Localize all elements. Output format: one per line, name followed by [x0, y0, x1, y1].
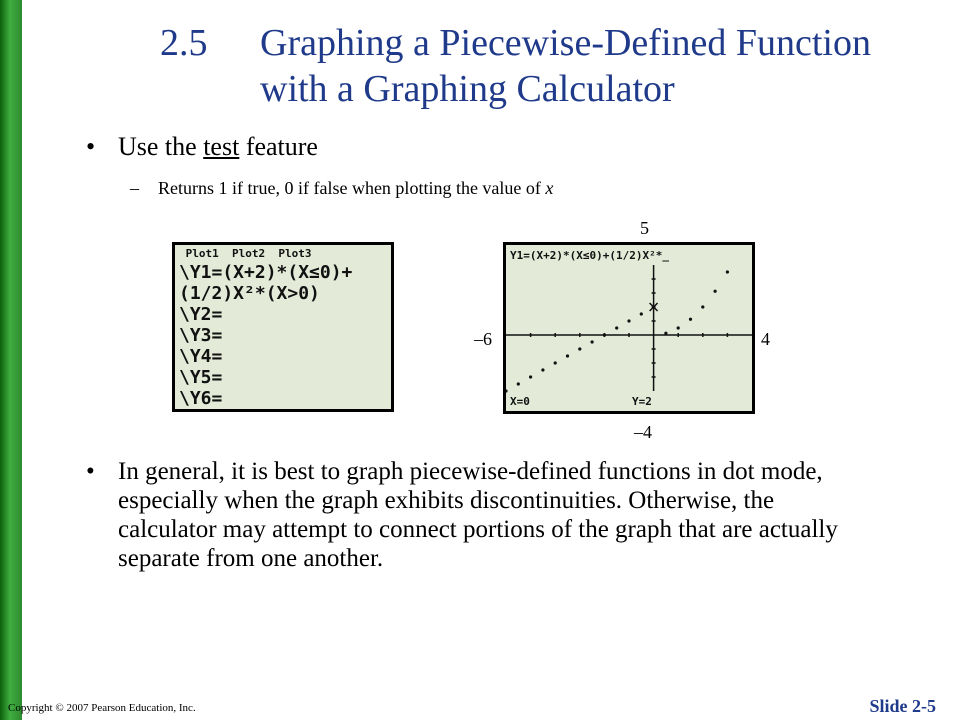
- sub-var-x: x: [545, 178, 554, 198]
- plot-header: Plot1 Plot2 Plot3: [179, 247, 312, 260]
- sub-text: [158, 178, 553, 199]
- bullet-dot: •: [86, 458, 95, 485]
- data-point: [640, 312, 643, 315]
- data-point: [506, 389, 508, 392]
- test-keyword: test: [203, 132, 240, 161]
- sub-dash: –: [130, 178, 139, 198]
- slide-number: Slide 2-5: [869, 696, 936, 716]
- data-point: [529, 375, 532, 378]
- data-point: [689, 318, 692, 321]
- data-point: [603, 333, 606, 336]
- axis-xmax-label: 4: [761, 329, 770, 349]
- data-point: [726, 270, 729, 273]
- y-editor-line: \Y5=: [179, 367, 223, 388]
- calculator-y-editor-screen: [172, 242, 394, 412]
- bullet-text-after: feature: [239, 132, 318, 161]
- bullet-dot: •: [86, 132, 96, 161]
- data-point: [714, 290, 717, 293]
- data-point: [627, 319, 630, 322]
- axis-ymin-label: –4: [634, 422, 652, 442]
- data-point: [591, 340, 594, 343]
- bullet-text: [118, 132, 318, 162]
- graph-plot: [506, 245, 752, 411]
- y-editor-line: \Y6=: [179, 388, 223, 409]
- data-point: [701, 305, 704, 308]
- graph-top-text: Y1=(X+2)*(X≤0)+(1/2)X²*_: [510, 249, 669, 262]
- data-point: [664, 332, 667, 335]
- section-number: 2.5: [160, 22, 208, 64]
- x-readout: X=0: [510, 395, 530, 408]
- sub-text-main: Returns 1 if true, 0 if false when plotting the value of: [158, 178, 546, 198]
- title-line-2: with a Graphing Calculator: [260, 68, 675, 110]
- title-line-1: Graphing a Piecewise-Defined Function: [260, 22, 871, 64]
- data-point: [677, 326, 680, 329]
- data-point: [566, 354, 569, 357]
- data-point: [554, 361, 557, 364]
- data-point: [578, 347, 581, 350]
- y-editor-line: (1/2)X²*(X>0): [179, 283, 320, 304]
- axis-xmin-label: –6: [474, 329, 492, 349]
- data-point: [541, 368, 544, 371]
- y-editor-line: \Y1=(X+2)*(X≤0)+: [179, 262, 353, 283]
- data-point: [615, 326, 618, 329]
- bullet-text-before: Use the: [118, 132, 204, 161]
- calculator-graph-screen: [503, 242, 755, 414]
- y-editor-line: \Y3=: [179, 325, 223, 346]
- y-editor-line: \Y2=: [179, 304, 223, 325]
- y-editor-line: \Y4=: [179, 346, 223, 367]
- copyright-notice: Copyright © 2007 Pearson Education, Inc.: [8, 702, 196, 714]
- data-point: [517, 382, 520, 385]
- axis-ymax-label: 5: [640, 218, 649, 238]
- left-accent-bar: [0, 0, 22, 720]
- y-readout: Y=2: [632, 395, 652, 408]
- bullet-paragraph: In general, it is best to graph piecewise-defined functions in dot mode, especially when the graph exhibits discontinuities. Otherwise, the calculator may attempt to connect portions of the graph that are actually separate from one another.: [118, 458, 838, 572]
